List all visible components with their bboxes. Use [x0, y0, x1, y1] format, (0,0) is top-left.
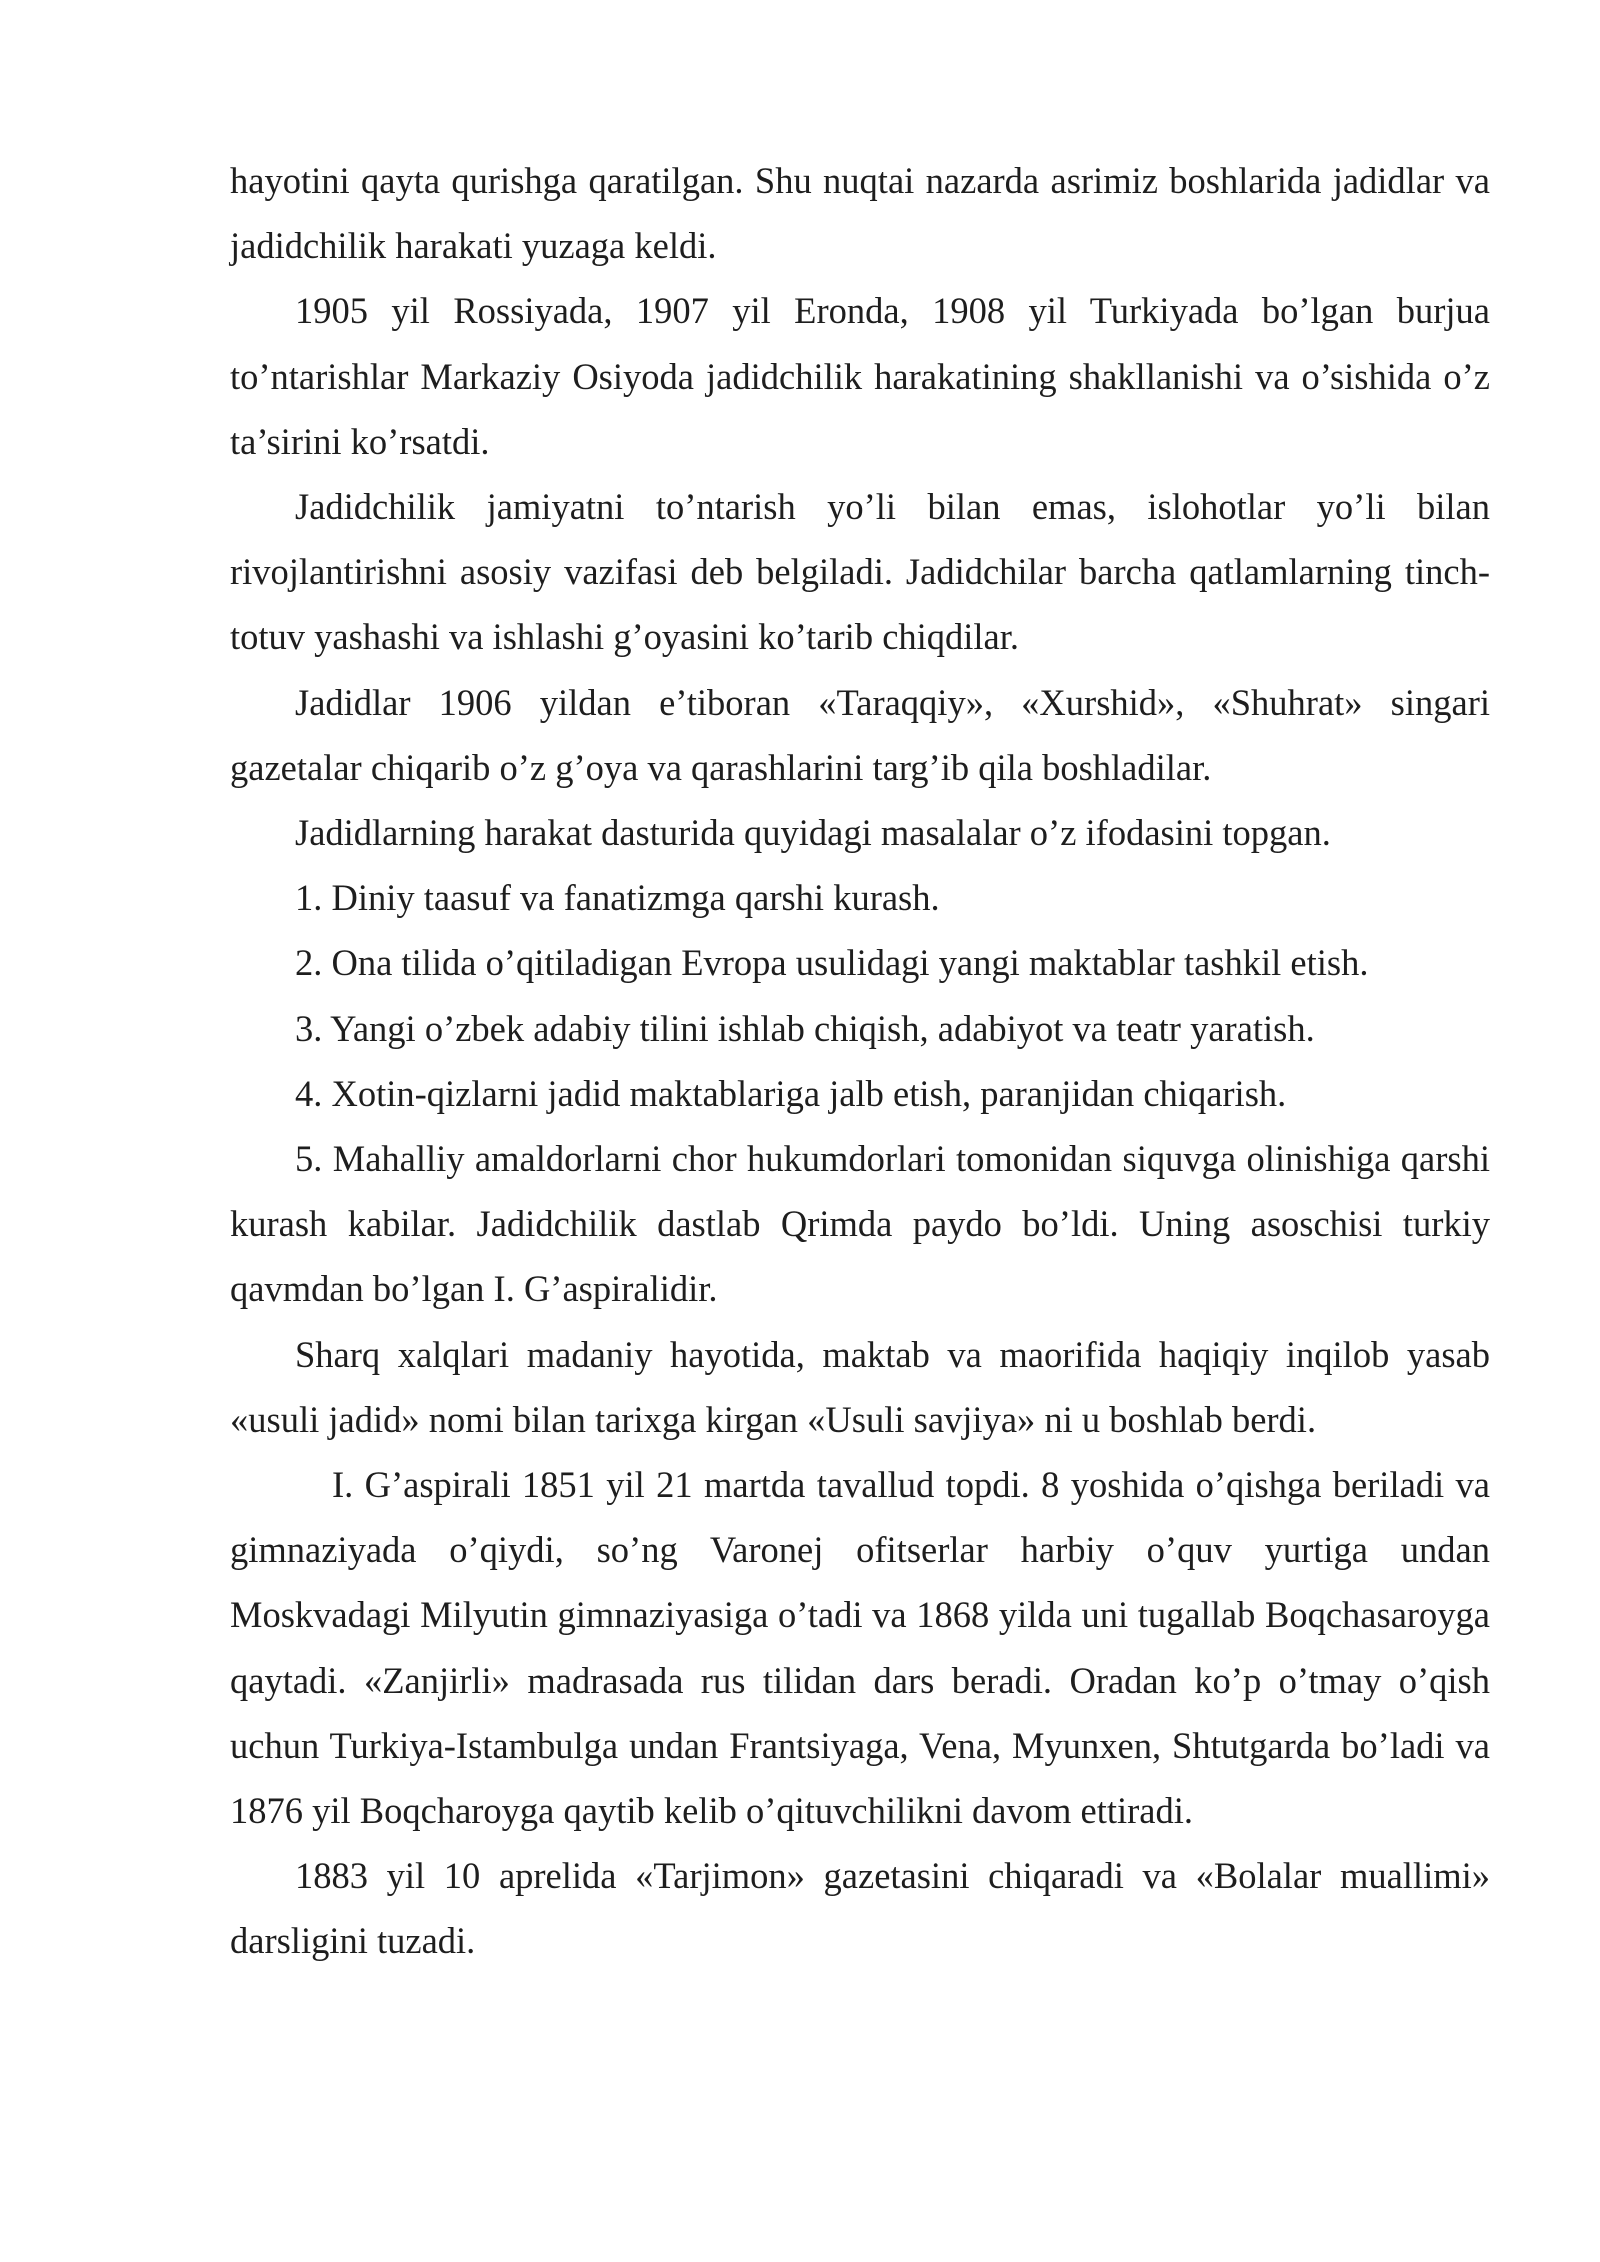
- paragraph-5: Jadidlarning harakat dasturida quyidagi masalalar o’z ifodasini topgan.: [295, 812, 1331, 854]
- paragraph-4: Jadidlar 1906 yildan e’tiboran «Taraqqiy», «Xurshid», «Shuhrat» singari gazetalar chiqarib o’z g’oya va qarashlarini targ’ib qila boshladilar.: [230, 681, 1490, 788]
- paragraph-2: 1905 yil Rossiyada, 1907 yil Eronda, 1908 yil Turkiyada bo’lgan burjua to’ntarishlar Markaziy Osiyoda jadidchilik harakatining shakllanishi va o’sishida o’z ta’sirini ko’rsatdi.: [230, 290, 1490, 462]
- list-item-2: 2. Ona tilida o’qitiladigan Evropa usulidagi yangi maktablar tashkil etish.: [295, 942, 1369, 984]
- list-item-4: 4. Xotin-qizlarni jadid maktablariga jalb etish, paranjidan chiqarish.: [295, 1072, 1287, 1114]
- list-item-5: 5. Mahalliy amaldorlarni chor hukumdorlari tomonidan siquvga olinishiga qarshi kurash kabilar. Jadidchilik dastlab Qrimda paydo bo’ldi. Uning asoschisi turkiy qavmdan bo’lgan I. G’aspiralidir.: [230, 1138, 1490, 1310]
- paragraph-8: 1883 yil 10 aprelida «Tarjimon» gazetasini chiqaradi va «Bolalar muallimi» darsligini tuzadi.: [230, 1855, 1490, 1962]
- document-page: [230, 148, 1490, 1974]
- paragraph-1: hayotini qayta qurishga qaratilgan. Shu nuqtai nazarda asrimiz boshlarida jadidlar va jadidchilik harakati yuzaga keldi.: [230, 160, 1490, 267]
- paragraph-7: I. G’aspirali 1851 yil 21 martda tavallud topdi. 8 yoshida o’qishga beriladi va gimnaziyada o’qiydi, so’ng Varonej ofitserlar harbiy o’quv yurtiga undan Moskvadagi Milyutin gimnaziyasiga o’tadi va 1868 yilda uni tugallab Boqchasaroyga qaytadi. «Zanjirli» madrasada rus tilidan dars beradi. Oradan ko’p o’tmay o’qish uchun Turkiya-Istambulga undan Frantsiyaga, Vena, Myunxen, Shtutgarda bo’ladi va 1876 yil Boqcharoyga qaytib kelib o’qituvchilikni davom ettiradi.: [230, 1464, 1490, 1832]
- list-item-3: 3. Yangi o’zbek adabiy tilini ishlab chiqish, adabiyot va teatr yaratish.: [295, 1007, 1315, 1049]
- list-item-1: 1. Diniy taasuf va fanatizmga qarshi kurash.: [295, 877, 940, 919]
- paragraph-6: Sharq xalqlari madaniy hayotida, maktab va maorifida haqiqiy inqilob yasab «usuli jadid» nomi bilan tarixga kirgan «Usuli savjiya» ni u boshlab berdi.: [230, 1333, 1490, 1440]
- paragraph-3: Jadidchilik jamiyatni to’ntarish yo’li bilan emas, islohotlar yo’li bilan rivojlantirishni asosiy vazifasi deb belgiladi. Jadidchilar barcha qatlamlarning tinch-totuv yashashi va ishlashi g’oyasini ko’tarib chiqdilar.: [230, 486, 1490, 658]
